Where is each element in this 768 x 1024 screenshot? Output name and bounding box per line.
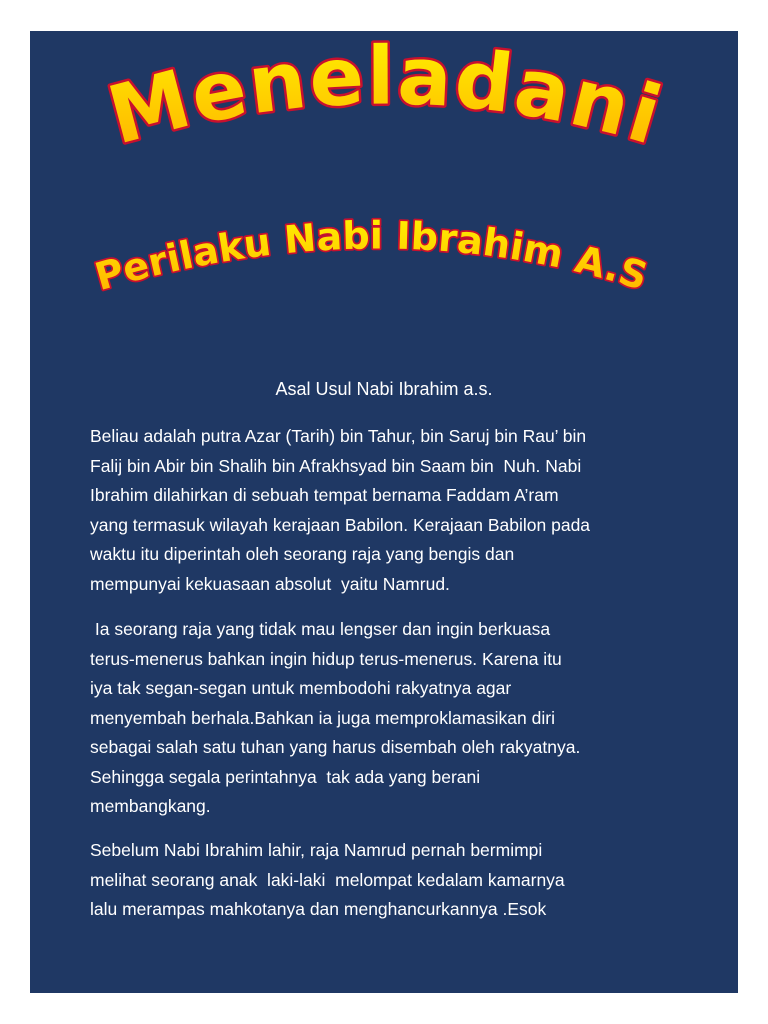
paragraph-line: Beliau adalah putra Azar (Tarih) bin Tahur, bin Saruj bin Rau’ bin: [90, 426, 587, 446]
document-page: [30, 31, 738, 993]
paragraph-line: membangkang.: [90, 796, 211, 816]
paragraph-line: melihat seorang anak laki-laki melompat kedalam kamarnya: [90, 869, 565, 890]
paragraph-line: Falij bin Abir bin Shalih bin Afrakhsyad bin Saam bin Nuh. Nabi: [90, 455, 582, 476]
paragraph-line: sebagai salah satu tuhan yang harus disembah oleh rakyatnya.: [90, 737, 581, 757]
paragraph-line: Ibrahim dilahirkan di sebuah tempat bernama Faddam A’ram: [90, 485, 559, 505]
paragraph-line: lalu merampas mahkotanya dan menghancurkannya .Esok: [90, 899, 547, 919]
title-text: Meneladani: [98, 31, 673, 164]
paragraph-line: Ia seorang raja yang tidak mau lengser dan ingin berkuasa: [90, 619, 551, 639]
subtitle-text: Perilaku Nabi Ibrahim A.S: [90, 213, 653, 300]
title-wordart: [99, 31, 673, 163]
paragraph-line: Sebelum Nabi Ibrahim lahir, raja Namrud pernah bermimpi: [90, 840, 543, 860]
paragraph-line: waktu itu diperintah oleh seorang raja yang bengis dan: [90, 544, 515, 564]
paragraph-line: yang termasuk wilayah kerajaan Babilon. Kerajaan Babilon pada: [90, 514, 591, 535]
paragraph-line: Sehingga segala perintahnya tak ada yang berani: [90, 766, 481, 787]
paragraph-1: [90, 422, 690, 599]
paragraph-line: menyembah berhala.Bahkan ia juga memproklamasikan diri: [90, 707, 555, 728]
wordart-heading: [30, 31, 738, 331]
paragraph-line: iya tak segan-segan untuk membodohi rakyatnya agar: [90, 678, 512, 698]
paragraph-2: [90, 615, 690, 822]
paragraph-line: mempunyai kekuasaan absolut yaitu Namrud.: [90, 573, 450, 594]
paragraph-3: [90, 836, 690, 925]
section-title: Asal Usul Nabi Ibrahim a.s.: [275, 379, 493, 399]
subtitle-wordart: [90, 213, 653, 299]
paragraph-line: terus-menerus bahkan ingin hidup terus-menerus. Karena itu: [90, 648, 562, 669]
